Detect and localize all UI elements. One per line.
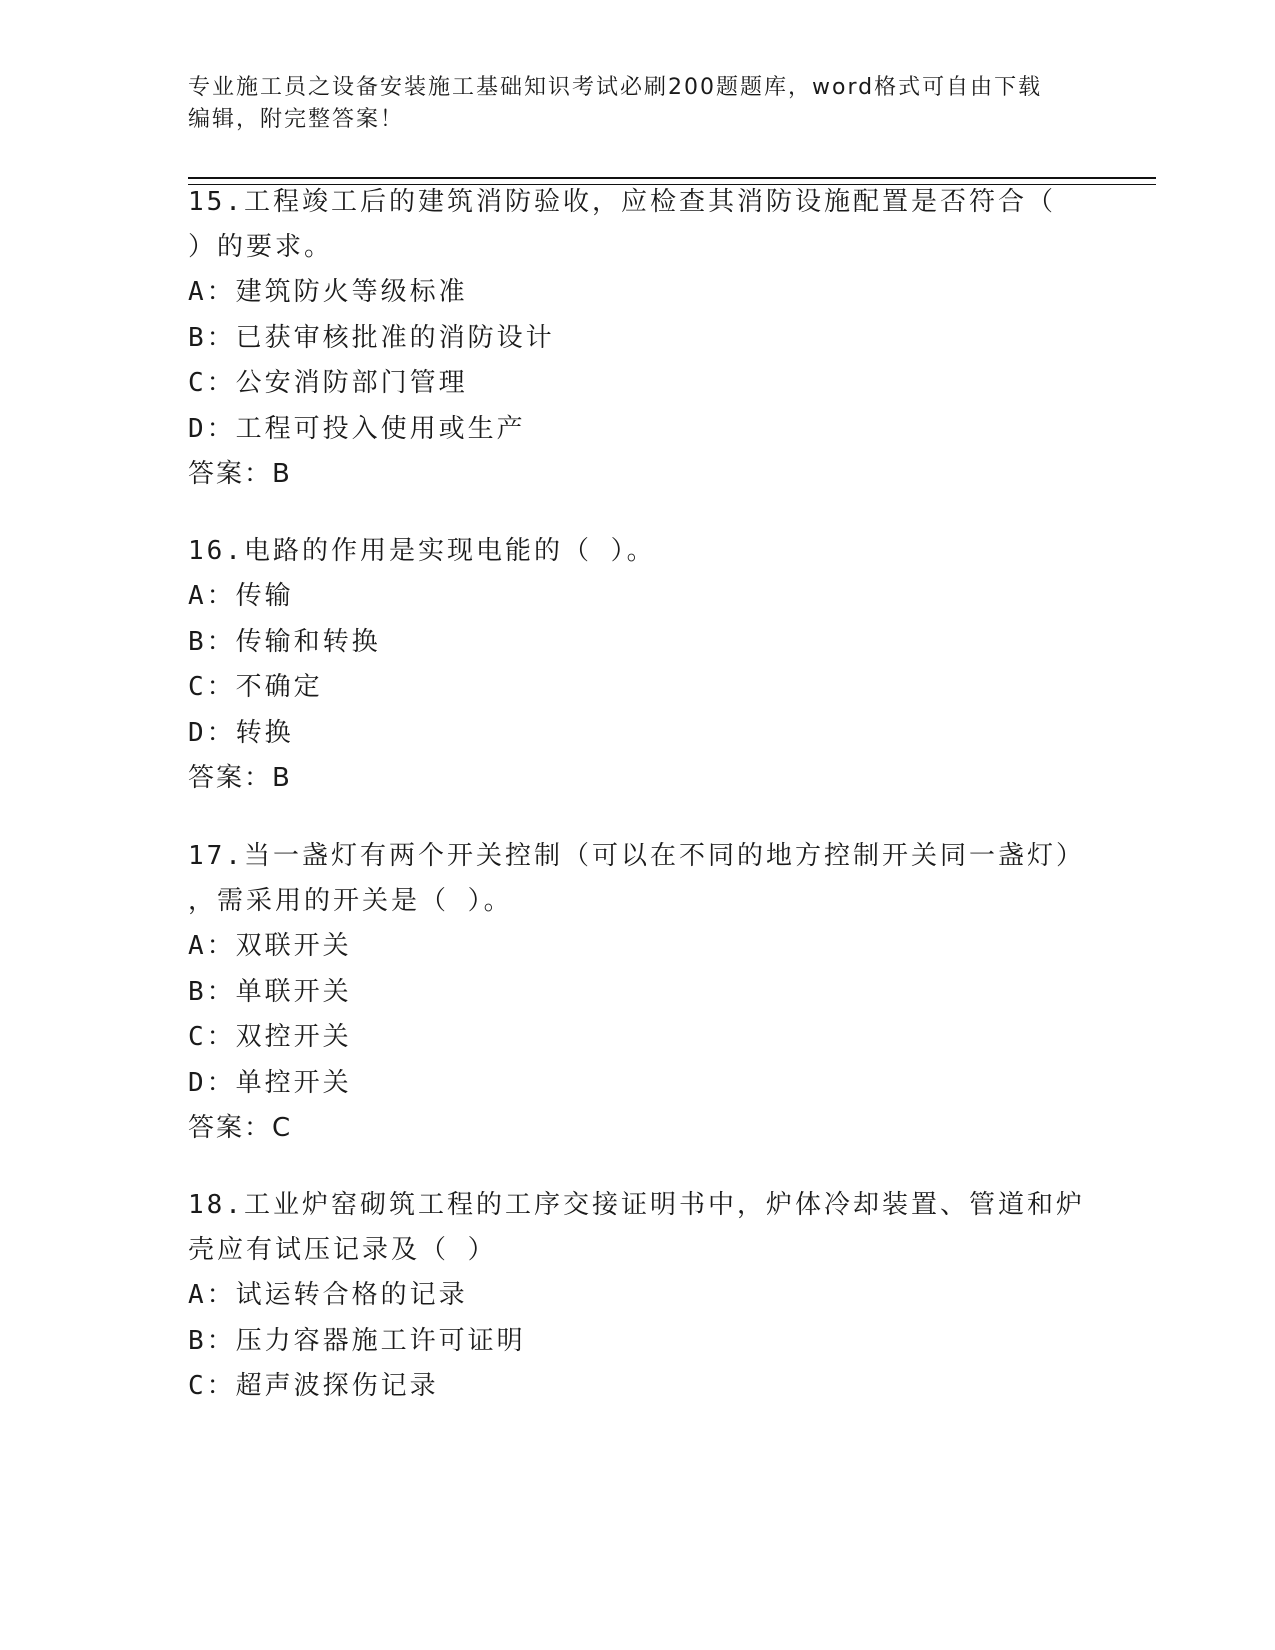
header-line-1: 专业施工员之设备安装施工基础知识考试必刷200题题库，word格式可自由下载 (188, 75, 1043, 100)
stem-line: ，需采用的开关是（ ）。 (188, 886, 513, 916)
option-d: D：工程可投入使用或生产 (188, 413, 526, 444)
option-a: A：双联开关 (188, 931, 352, 961)
option-c: C：超声波探伤记录 (188, 1371, 439, 1401)
option-c: C：不确定 (188, 672, 323, 702)
answer: 答案：B (188, 763, 292, 793)
answer: 答案：C (188, 1113, 293, 1143)
option-a: A：试运转合格的记录 (188, 1280, 468, 1310)
option-b: B：压力容器施工许可证明 (188, 1325, 526, 1356)
header-divider-thick (188, 177, 1156, 179)
question-stem (188, 529, 1088, 574)
option-b: B：传输和转换 (188, 626, 381, 657)
stem-line: 16.电路的作用是实现电能的（ ）。 (188, 536, 656, 566)
stem-line: 壳应有试压记录及（ ） (188, 1235, 497, 1265)
stem-line: 17.当一盏灯有两个开关控制（可以在不同的地方控制开关同一盏灯） (188, 841, 1085, 871)
option-b: B：单联开关 (188, 976, 352, 1007)
option-d: D：单控开关 (188, 1067, 352, 1098)
question-stem (188, 834, 1088, 924)
option-d: D：转换 (188, 717, 294, 748)
question-15 (188, 180, 1088, 498)
stem-line: ）的要求。 (188, 232, 334, 262)
option-c: C：双控开关 (188, 1022, 352, 1052)
option-c: C：公安消防部门管理 (188, 368, 468, 398)
question-stem (188, 1183, 1088, 1273)
question-stem (188, 180, 1088, 270)
option-b: B：已获审核批准的消防设计 (188, 322, 555, 353)
document-header (188, 72, 1088, 136)
answer: 答案：B (188, 459, 292, 489)
header-line-2: 编辑，附完整答案！ (188, 107, 405, 132)
question-17 (188, 834, 1088, 1152)
question-18 (188, 1183, 1088, 1410)
option-a: A：传输 (188, 581, 294, 611)
question-16 (188, 529, 1088, 802)
option-a: A：建筑防火等级标准 (188, 277, 468, 307)
stem-line: 18.工业炉窑砌筑工程的工序交接证明书中，炉体冷却装置、管道和炉 (188, 1190, 1085, 1220)
stem-line: 15.工程竣工后的建筑消防验收，应检查其消防设施配置是否符合（ (188, 187, 1056, 217)
